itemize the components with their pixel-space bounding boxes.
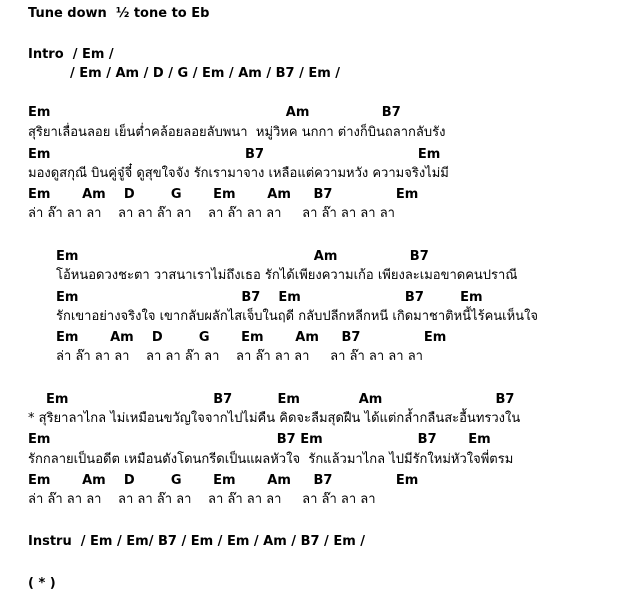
verse1-chords-2: Em B7 Em bbox=[28, 147, 441, 162]
verse1-lyric-1: สุริยาเลื่อนลอย เย็นต่ำคล้อยลอยลับพนา หมู่วิหค นกกา ต่างก็บินถลากลับรัง bbox=[28, 125, 446, 140]
instru-progression: Instru / Em / Em/ B7 / Em / Em / Am / B7 / Em / bbox=[28, 534, 366, 549]
verse3-chords-2: Em B7 Em B7 Em bbox=[28, 432, 491, 447]
verse2-lyric-2: รักเขาอย่างจริงใจ เขากลับผลักไสเจ็บในฤดี กลับปลีกหลีกหนี เกิดมาชาติหนี้ไร้คนเห็นใจ bbox=[56, 309, 539, 324]
verse3-lyric-2: รักกลายเป็นอดีต เหมือนดังโดนกรีดเป็นแผลหัวใจ รักแล้วมาไกล ไปมีรักใหม่หัวใจพี่ตรม bbox=[28, 452, 514, 467]
verse3-lyric-3: ล่า ล๊า ลา ลา ลา ลา ล๊า ลา ลา ล๊า ลา ลา ลา ล๊า ลา ลา bbox=[28, 492, 376, 507]
verse1-lyric-3: ล่า ล๊า ลา ลา ลา ลา ล๊า ลา ลา ล๊า ลา ลา ลา ล๊า ลา ลา ลา bbox=[28, 206, 395, 221]
verse2-chords-3: Em Am D G Em Am B7 Em bbox=[56, 330, 447, 345]
verse2-chords-2: Em B7 Em B7 Em bbox=[56, 290, 483, 305]
verse1-chords-1: Em Am B7 bbox=[28, 105, 401, 120]
verse1-chords-3: Em Am D G Em Am B7 Em bbox=[28, 187, 419, 202]
verse2-lyric-3: ล่า ล๊า ลา ลา ลา ลา ล๊า ลา ลา ล๊า ลา ลา ลา ล๊า ลา ลา ลา bbox=[56, 349, 423, 364]
intro-progression: / Em / Am / D / G / Em / Am / B7 / Em / bbox=[70, 66, 341, 81]
intro-label: Intro / Em / bbox=[28, 47, 114, 62]
verse1-lyric-2: มองดูสกุณี บินคู่จู๋จี๋ ดูสุขใจจัง รักเรามาจาง เหลือแต่ความหวัง ความจริงไม่มี bbox=[28, 166, 449, 181]
verse2-chords-1: Em Am B7 bbox=[56, 249, 429, 264]
verse3-chords-3: Em Am D G Em Am B7 Em bbox=[28, 473, 419, 488]
repeat-marker: ( * ) bbox=[28, 576, 56, 591]
verse3-chords-1: Em B7 Em Am B7 bbox=[46, 392, 515, 407]
verse3-lyric-1: * สุริยาลาไกล ไม่เหมือนขวัญใจจากไปไม่คืน คิดจะลืมสุดฝืน ได้แต่กล้ำกลืนสะอื้นทรวงใน bbox=[28, 411, 521, 426]
verse2-lyric-1: โอ้หนอดวงชะตา วาสนาเราไม่ถึงเธอ รักได้เพียงความเก้อ เพียงละเมอขาดคนปราณี bbox=[56, 268, 518, 283]
tune-note: Tune down ½ tone to Eb bbox=[28, 6, 210, 21]
